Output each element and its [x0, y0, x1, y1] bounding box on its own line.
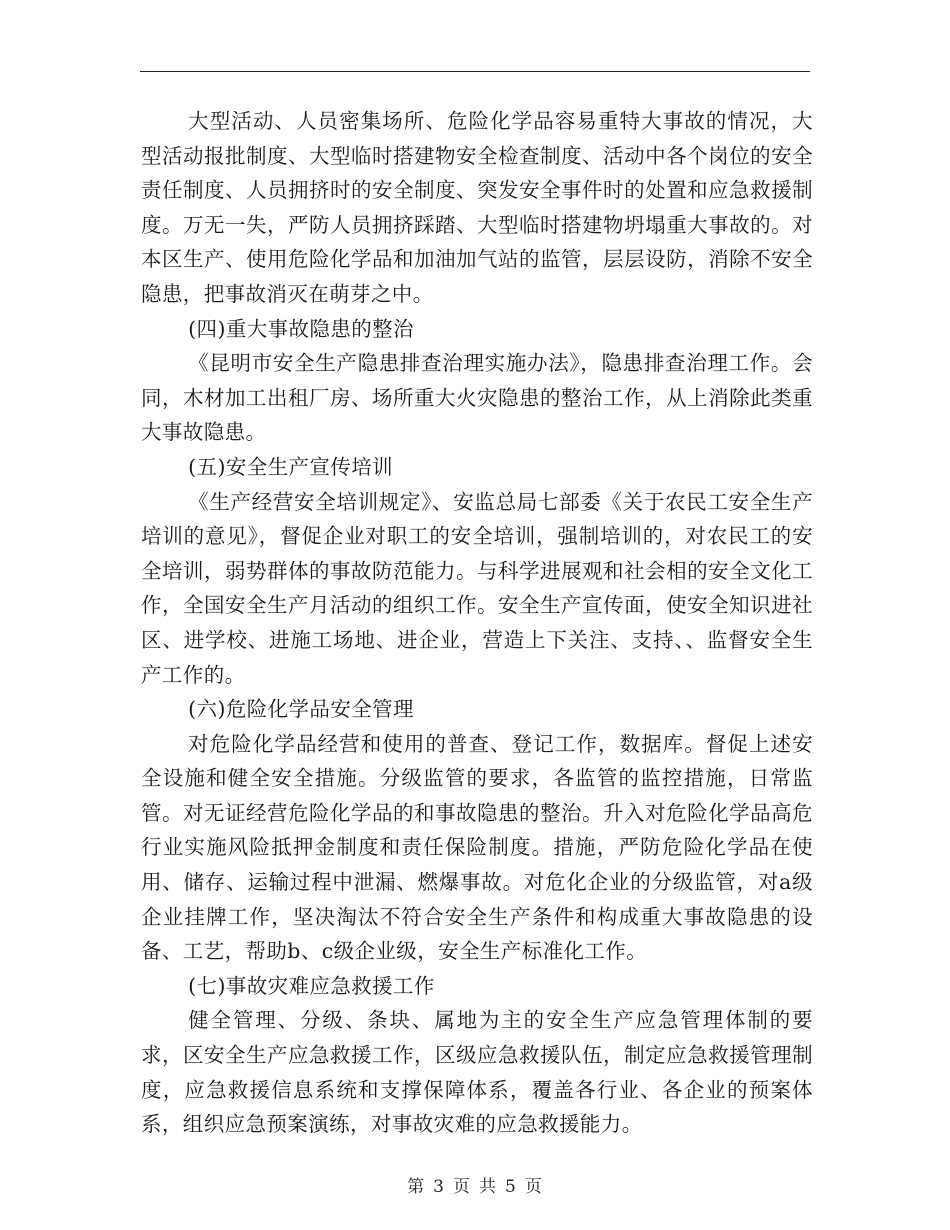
section-heading-6: (六)危险化学品安全管理 [188, 697, 414, 722]
footer-total-word: 共 [479, 1177, 497, 1197]
section-heading-7: (七)事故灾难应急救援工作 [188, 973, 435, 998]
footer-current-page: 3 [433, 1177, 445, 1197]
paragraph-emergency-rescue: 健全管理、分级、条块、属地为主的安全生产应急管理体制的要求，区安全生产应急救援工作，区级应急救援队伍，制定应急救援管理制度，应急救援信息系统和支撑保障体系，覆盖各行业、各企业的预案体系，组织应急预案演练，对事故灾难的应急救援能力。 [141, 1008, 813, 1137]
paragraph-events: 大型活动、人员密集场所、危险化学品容易重特大事故的情况，大型活动报批制度、大型临时搭建物安全检查制度、活动中各个岗位的安全责任制度、人员拥挤时的安全制度、突发安全事件时的处置和应急救援制度。万无一失，严防人员拥挤踩踏、大型临时搭建物坍塌重大事故的。对本区生产、使用危险化学品和加油加气站的监管，层层设防，消除不安全隐患，把事故消灭在萌芽之中。 [141, 109, 813, 306]
footer-total-pages: 5 [505, 1177, 517, 1197]
document-body [141, 104, 813, 1142]
paragraph-safety-training: 《生产经营安全培训规定》、安监总局七部委《关于农民工安全生产培训的意见》，督促企业对职工的安全培训，强制培训的，对农民工的安全培训，弱势群体的事故防范能力。与科学进展观和社会相的安全文化工作，全国安全生产月活动的组织工作。安全生产宣传面，使安全知识进社区、进学校、进施工场地、进企业，营造上下关注、支持、、监督安全生产工作的。 [141, 489, 813, 687]
paragraph-hazard-rectification: 《昆明市安全生产隐患排查治理实施办法》，隐患排查治理工作。会同，木材加工出租厂房、场所重大火灾隐患的整治工作，从上消除此类重大事故隐患。 [141, 351, 813, 445]
section-heading-5: (五)安全生产宣传培训 [188, 454, 394, 479]
paragraph-chemical-safety: 对危险化学品经营和使用的普查、登记工作，数据库。督促上述安全设施和健全安全措施。分级监管的要求，各监管的监控措施，日常监管。对无证经营危险化学品的和事故隐患的整治。升入对危险化学品高危行业实施风险抵押金制度和责任保险制度。措施，严防危险化学品在使用、储存、运输过程中泄漏、燃爆事故。对危化企业的分级监管，对a级企业挂牌工作，坚决淘汰不符合安全生产条件和构成重大事故隐患的设备、工艺，帮助b、c级企业级，安全生产标准化工作。 [141, 731, 813, 964]
footer-page-word: 页 [453, 1177, 471, 1197]
footer-prefix: 第 [407, 1177, 426, 1197]
footer-suffix: 页 [524, 1177, 543, 1197]
section-heading-4: (四)重大事故隐患的整治 [188, 316, 414, 341]
header-rule [140, 71, 810, 72]
page-footer [0, 1172, 950, 1197]
